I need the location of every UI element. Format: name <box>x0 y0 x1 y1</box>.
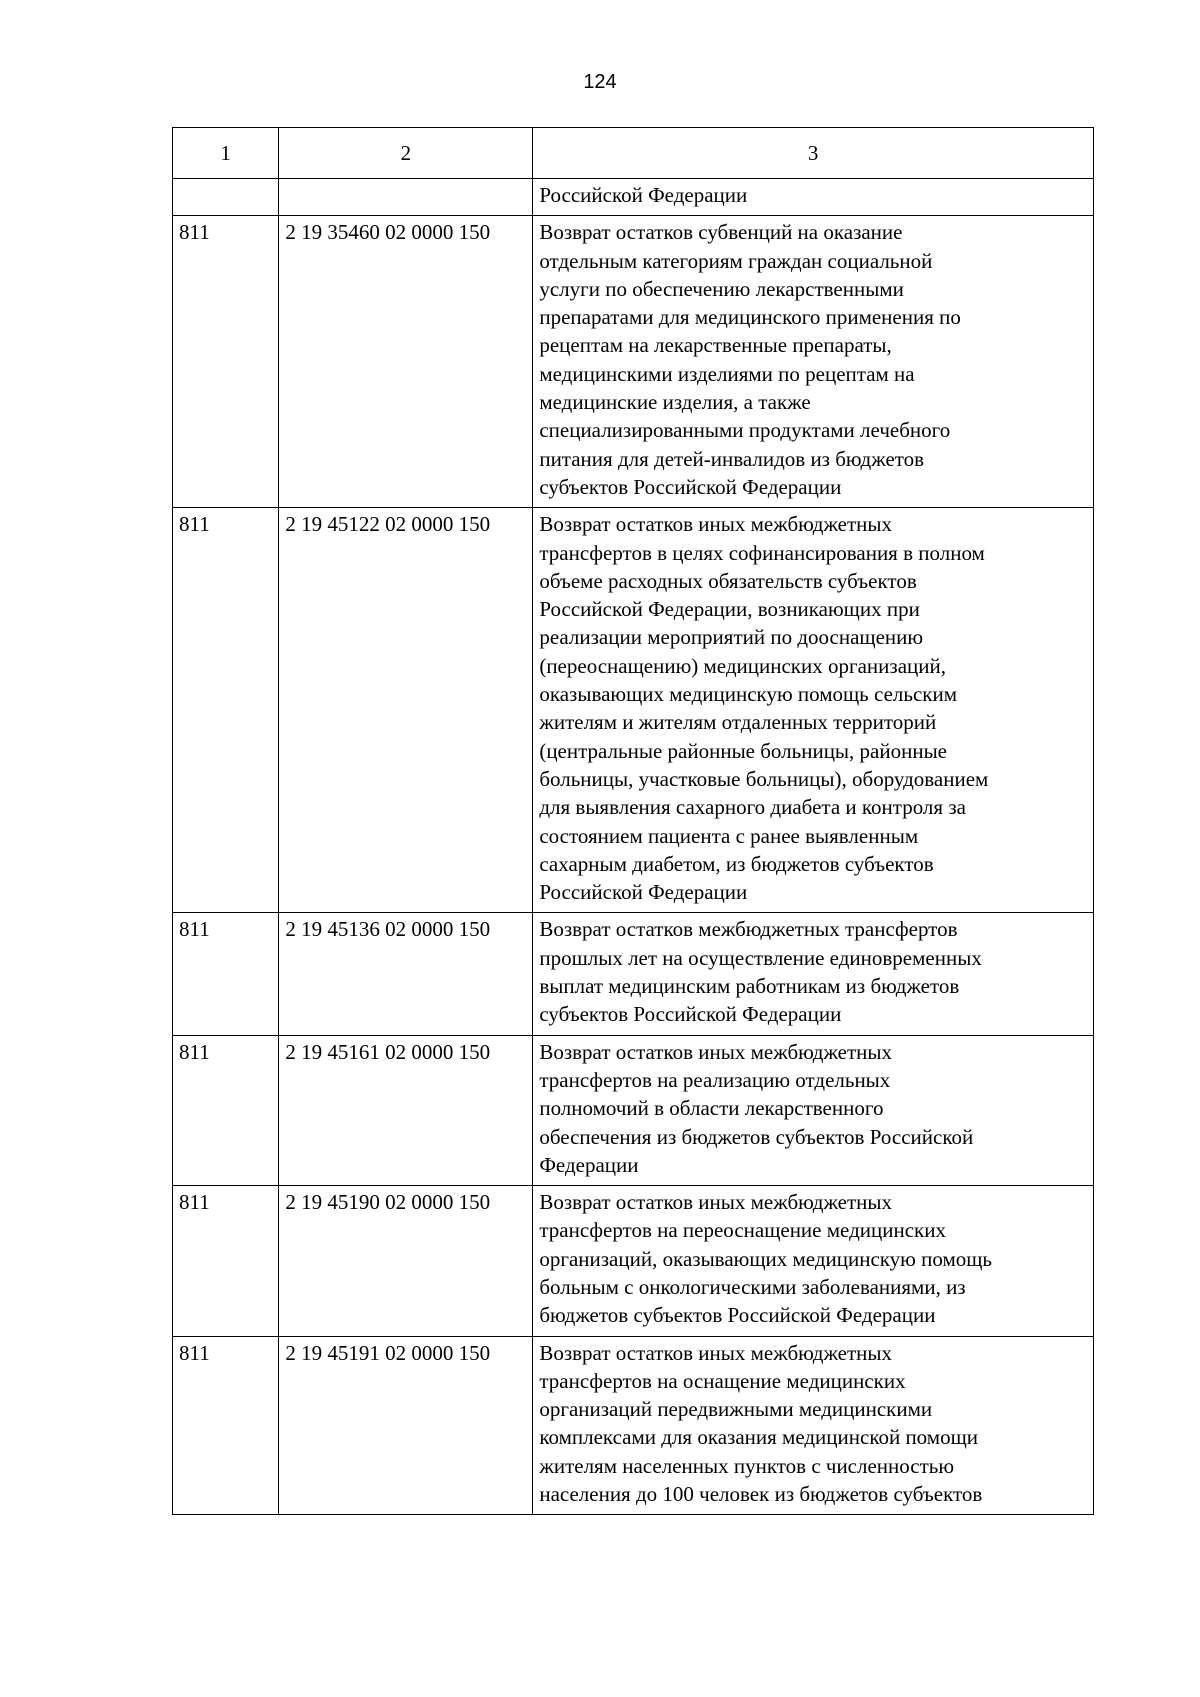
description-line: прошлых лет на осуществление единовременных <box>539 945 982 970</box>
description-line: Возврат остатков иных межбюджетных <box>539 1190 893 1215</box>
description-line: Возврат остатков иных межбюджетных <box>539 1039 893 1064</box>
description-line: состоянием пациента с ранее выявленным <box>539 823 919 848</box>
description-cell <box>533 508 1094 913</box>
description-line: выплат медицинским работникам из бюджетов <box>539 974 960 999</box>
description-line: субъектов Российской Федерации <box>539 1002 842 1027</box>
description-line: населения до 100 человек из бюджетов субъектов <box>539 1482 983 1507</box>
description-line: трансфертов на переоснащение медицинских <box>539 1218 946 1243</box>
description-line: Возврат остатков иных межбюджетных <box>539 1340 893 1365</box>
description-cell <box>533 1336 1094 1515</box>
page-number: 124 <box>583 71 617 93</box>
table-row <box>173 1336 1094 1515</box>
description-line: Возврат остатков иных межбюджетных <box>539 512 893 537</box>
description-line: (центральные районные больницы, районные <box>539 738 948 763</box>
budget-classification-table <box>172 127 1094 1515</box>
description-line: больным с онкологическими заболеваниями, из <box>539 1274 966 1299</box>
description-line: (переоснащению) медицинских организаций, <box>539 653 946 678</box>
description-line: полномочий в области лекарственного <box>539 1096 884 1121</box>
description-cell <box>533 1186 1094 1336</box>
description-line: организаций, оказывающих медицинскую помощь <box>539 1246 992 1271</box>
header-cell-col2: 2 <box>279 128 533 179</box>
description-line: Российской Федерации <box>539 183 748 207</box>
admin-code-cell: 811 <box>173 1186 279 1336</box>
description-line: питания для детей-инвалидов из бюджетов <box>539 446 925 471</box>
admin-code-cell: 811 <box>173 1336 279 1515</box>
description-line: жителям и жителям отдаленных территорий <box>539 710 937 735</box>
description-line: для выявления сахарного диабета и контроля за <box>539 795 966 820</box>
description-line: сахарным диабетом, из бюджетов субъектов <box>539 851 934 876</box>
description-line: больницы, участковые больницы), оборудованием <box>539 766 989 791</box>
budget-code-cell: 2 19 45161 02 0000 150 <box>279 1035 533 1185</box>
description-cell <box>533 913 1094 1035</box>
budget-code-cell: 2 19 35460 02 0000 150 <box>279 216 533 508</box>
description-line: Российской Федерации <box>539 880 748 905</box>
description-line: рецептам на лекарственные препараты, <box>539 333 892 358</box>
table-row <box>173 1186 1094 1336</box>
admin-code-cell: 811 <box>173 216 279 508</box>
description-line: субъектов Российской Федерации <box>539 474 842 499</box>
description-line: препаратами для медицинского применения по <box>539 305 961 330</box>
description-line: медицинские изделия, а также <box>539 390 811 415</box>
admin-code-cell: 811 <box>173 508 279 913</box>
table-row <box>173 913 1094 1035</box>
header-cell-col3: 3 <box>533 128 1094 179</box>
description-line: оказывающих медицинскую помощь сельским <box>539 682 958 707</box>
description-line: медицинскими изделиями по рецептам на <box>539 361 915 386</box>
budget-code-cell: 2 19 45190 02 0000 150 <box>279 1186 533 1336</box>
description-line: реализации мероприятий по дооснащению <box>539 625 924 650</box>
admin-code-cell: 811 <box>173 1035 279 1185</box>
description-cell <box>533 1035 1094 1185</box>
budget-code-cell <box>279 179 533 216</box>
description-line: организаций передвижными медицинскими <box>539 1397 933 1422</box>
description-line: трансфертов на оснащение медицинских <box>539 1368 906 1393</box>
description-cell <box>533 216 1094 508</box>
description-line: трансфертов на реализацию отдельных <box>539 1067 891 1092</box>
description-line: Российской Федерации, возникающих при <box>539 597 920 622</box>
admin-code-cell: 811 <box>173 913 279 1035</box>
budget-code-cell: 2 19 45122 02 0000 150 <box>279 508 533 913</box>
description-cell <box>533 179 1094 216</box>
table-row <box>173 508 1094 913</box>
table-row <box>173 179 1094 216</box>
description-line: комплексами для оказания медицинской помощи <box>539 1425 978 1450</box>
table-header-row <box>173 128 1094 179</box>
budget-code-cell: 2 19 45136 02 0000 150 <box>279 913 533 1035</box>
description-line: отдельным категориям граждан социальной <box>539 248 933 273</box>
description-line: жителям населенных пунктов с численностью <box>539 1453 955 1478</box>
table-row <box>173 216 1094 508</box>
description-line: услуги по обеспечению лекарственными <box>539 276 904 301</box>
description-line: Возврат остатков субвенций на оказание <box>539 220 903 245</box>
description-line: трансфертов в целях софинансирования в полном <box>539 540 985 565</box>
description-line: Возврат остатков межбюджетных трансфертов <box>539 917 958 942</box>
description-line: обеспечения из бюджетов субъектов Российской <box>539 1124 974 1149</box>
admin-code-cell <box>173 179 279 216</box>
header-cell-col1: 1 <box>173 128 279 179</box>
table-row <box>173 1035 1094 1185</box>
description-line: объеме расходных обязательств субъектов <box>539 568 917 593</box>
description-line: Федерации <box>539 1152 639 1177</box>
description-line: бюджетов субъектов Российской Федерации <box>539 1303 936 1328</box>
budget-code-cell: 2 19 45191 02 0000 150 <box>279 1336 533 1515</box>
description-line: специализированными продуктами лечебного <box>539 418 951 443</box>
